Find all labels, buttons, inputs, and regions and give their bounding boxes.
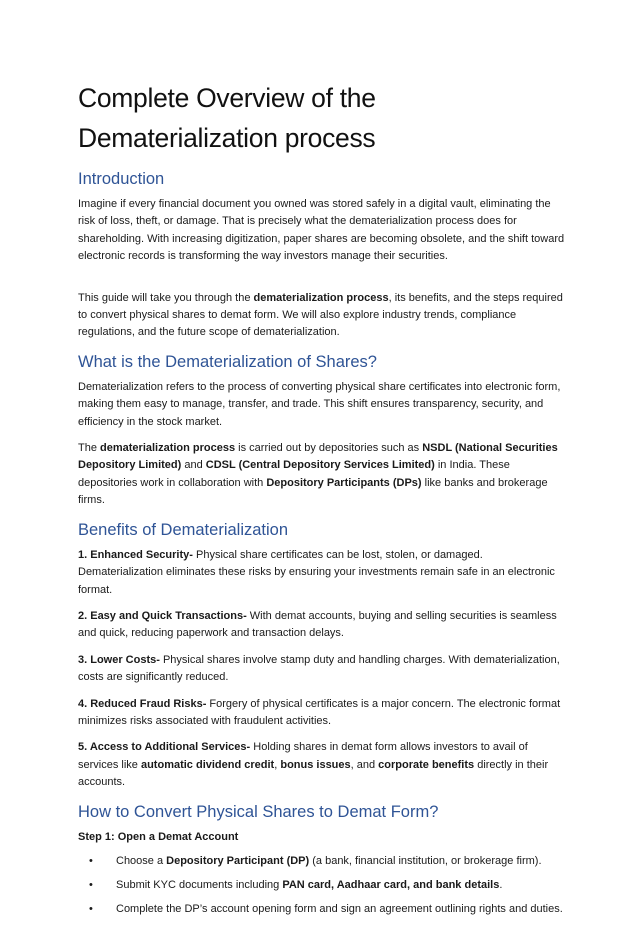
document-page [78, 78, 568, 925]
benefit-label: 1. Enhanced Security- [78, 548, 193, 561]
section-what-is [78, 351, 568, 510]
spacer [78, 275, 568, 290]
benefit-item: 4. Reduced Fraud Risks- Forgery of physical certificates is a major concern. The electronic format minimizes risks associated with fraudulent activities. [78, 697, 561, 727]
benefit-item: 3. Lower Costs- Physical shares involve stamp duty and handling charges. With dematerialization, costs are significantly reduced. [78, 653, 560, 684]
section-benefits [78, 519, 568, 792]
bold-term: CDSL (Central Depository Services Limited) [205, 459, 435, 472]
document-title-line-1: Complete Overview of the [78, 83, 376, 113]
bullet-icon: • [89, 878, 93, 891]
bold-term: corporate benefits [378, 758, 475, 771]
what-paragraph-2: The dematerialization process is carried out by depositories such as NSDL (National Securities Depository Limited) and CDSL (Central Depository Services Limited) in India. These depositories work in collaboration with Depository Participants (DPs) like banks and brokerage firms. [78, 442, 558, 507]
document-title-line-2: Dematerialization process [78, 123, 376, 153]
heading-benefits: Benefits of Dematerialization [78, 520, 289, 539]
bold-term: automatic dividend credit [140, 758, 275, 771]
heading-introduction: Introduction [78, 170, 165, 188]
benefit-item: 1. Enhanced Security- Physical share certificates can be lost, stolen, or damaged. Dematerialization eliminates these risks by ensuring your investments remain safe in an electronic format. [78, 548, 555, 596]
document-title [78, 78, 568, 158]
intro-paragraph-1: Imagine if every financial document you owned was stored safely in a digital vault, eliminating the risk of loss, theft, or damage. That is precisely what the dematerialization process does for shareholding. With increasing digitization, paper shares are becoming obsolete, and the shift toward electronic records is transforming the way investors manage their securities. [78, 198, 565, 263]
bullet-icon: • [89, 902, 93, 915]
what-paragraph-1: Dematerialization refers to the process of converting physical share certificates into electronic form, making them easy to manage, transfer, and trade. This shift ensures transparency, security, and efficiency in the stock market. [78, 380, 561, 428]
bullet-icon: • [89, 854, 93, 867]
bold-term: dematerialization process [100, 442, 236, 455]
list-item: • Choose a Depository Participant (DP) (a bank, financial institution, or brokerage firm). [78, 853, 568, 870]
bold-term: Depository Participant (DP) [166, 854, 310, 867]
step-1-title: Step 1: Open a Demat Account [78, 830, 239, 843]
list-item: • Complete the DP’s account opening form and sign an agreement outlining rights and duties. [78, 901, 568, 918]
heading-convert: How to Convert Physical Shares to Demat Form? [78, 802, 439, 821]
benefit-label: 5. Access to Additional Services- [78, 741, 251, 754]
benefit-label: 3. Lower Costs- [78, 653, 160, 666]
benefit-item: 5. Access to Additional Services- Holding shares in demat form allows investors to avail of services like automatic dividend credit, bonus issues, and corporate benefits directly in their accounts. [78, 741, 549, 789]
step-1-list [78, 853, 568, 918]
benefit-label: 2. Easy and Quick Transactions- [78, 609, 247, 622]
benefit-label: 4. Reduced Fraud Risks- [78, 697, 207, 710]
section-introduction [78, 168, 568, 342]
section-convert [78, 801, 568, 918]
benefit-item: 2. Easy and Quick Transactions- With demat accounts, buying and selling securities is seamless and quick, reducing paperwork and transaction delays. [78, 609, 557, 640]
bold-term: dematerialization process [253, 291, 389, 304]
bold-term: PAN card, Aadhaar card, and bank details [282, 878, 500, 891]
list-item: • Submit KYC documents including PAN card, Aadhaar card, and bank details. [78, 877, 568, 894]
intro-paragraph-2: This guide will take you through the dematerialization process, its benefits, and the steps required to convert physical shares to demat form. We will also explore industry trends, compliance regulations, and the future scope of dematerialization. [78, 291, 563, 339]
bold-term: Depository Participants (DPs) [266, 476, 422, 489]
heading-what-is: What is the Dematerialization of Shares? [78, 352, 377, 371]
bold-term: NSDL (National Securities Depository Limited) [78, 442, 558, 472]
bold-term: bonus issues [280, 758, 351, 771]
